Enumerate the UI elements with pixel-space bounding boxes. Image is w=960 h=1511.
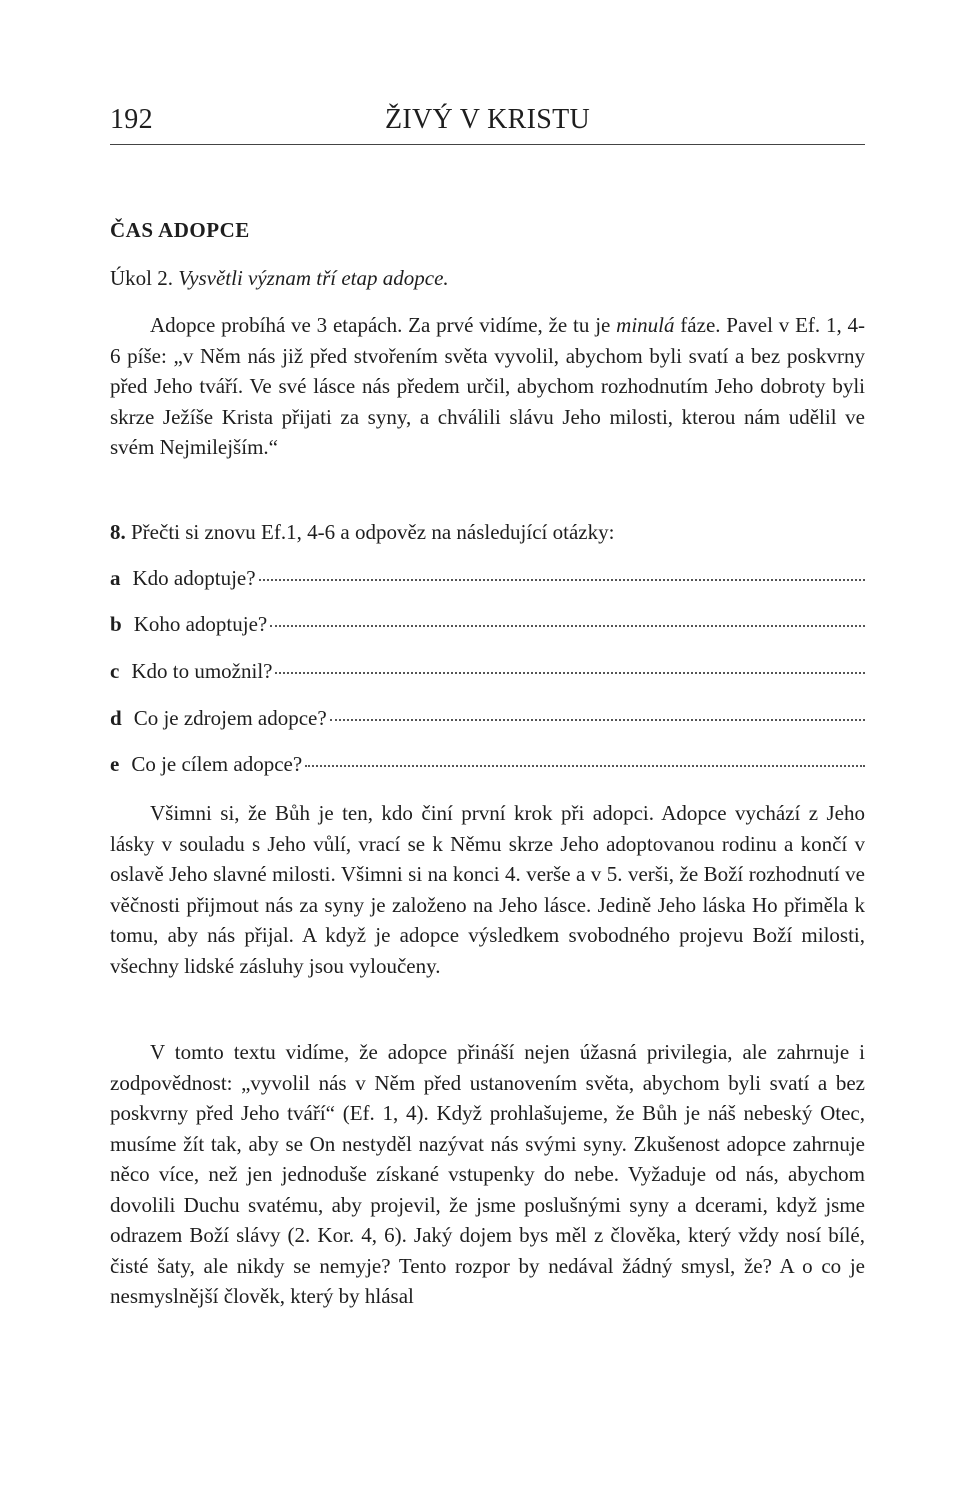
- question-text: Co je cílem adopce?: [131, 752, 303, 776]
- paragraph-responsibility: V tomto textu vidíme, že adopce přináší nejen úžasná privilegia, ale zahrnuje i zodpovědnost: „vyvolil nás v Něm před ustanovením světa, abychom byli svatí a bez poskvrny před Jeho tváří“ (Ef. 1, 4). Když prohlašujeme, že Bůh je náš nebeský Otec, musíme žít tak, aby se On nestyděl nazývat nás svými syny. Zkušenost adopce zahrnuje něco více, než jen jednoduše získané vstupenky do nebe. Vyžaduje od nás, abychom dovolili Duchu svatému, aby projevil, že jsme poslušnými syny a dcerami, když jsme odrazem Boží slávy (2. Kor. 4, 6). Jaký dojem bys měl z člověka, který vždy nosí bílé, čisté šaty, ale nikdy se nemyje? Tento rozpor by nedával žádný smysl, že? A o co je nesmyslnější člověk, který by hlásal: [110, 1040, 865, 1308]
- answer-line: [259, 579, 865, 581]
- question-item: [110, 659, 865, 684]
- question-item: [110, 752, 865, 777]
- running-header: [110, 98, 865, 145]
- answer-line: [275, 672, 865, 674]
- question-intro: Přečti si znovu Ef.1, 4-6 a odpověz na následující otázky:: [131, 520, 615, 544]
- question-text: Koho adoptuje?: [133, 612, 268, 636]
- question-number: 8.: [110, 520, 126, 544]
- answer-line: [305, 765, 865, 767]
- question-text: Co je zdrojem adopce?: [133, 706, 327, 730]
- answer-line: [270, 625, 865, 627]
- paragraph-stages-before: Adopce probíhá ve 3 etapách. Za prvé vidíme, že tu je: [150, 313, 617, 337]
- question-letter: c: [110, 659, 120, 683]
- answer-line: [330, 719, 865, 721]
- question-letter: a: [110, 566, 121, 590]
- page-number: 192: [110, 104, 153, 135]
- question-letter: d: [110, 706, 122, 730]
- question-text: Kdo adoptuje?: [132, 566, 256, 590]
- task-line: [110, 266, 449, 291]
- question-letter: e: [110, 752, 120, 776]
- paragraph-stages-italic: minulá: [616, 313, 675, 337]
- question-item: [110, 612, 865, 637]
- question-text: Kdo to umožnil?: [131, 659, 273, 683]
- question-letter: b: [110, 612, 122, 636]
- question-heading: [110, 520, 614, 545]
- task-text: Vysvětli význam tří etap adopce.: [178, 266, 449, 290]
- question-item: [110, 706, 865, 731]
- section-title: ČAS ADOPCE: [110, 218, 250, 242]
- paragraph-stages: [110, 310, 865, 463]
- paragraph-first-step: Všimni si, že Bůh je ten, kdo činí první krok při adopci. Adopce vychází z Jeho lásky v souladu s Jeho vůlí, vrací se k Němu skrze Jeho adoptovanou rodinu a končí v oslavě Jeho slavné milosti. Všimni si na konci 4. verše a v 5. verši, že Boží rozhodnutí ve věčnosti přijmout nás za syny je založeno na Jeho lásce. Jedině Jeho láska Ho přiměla k tomu, aby nás přijal. A když je adopce výsledkem svobodného projevu Boží milosti, všechny lidské zásluhy jsou vyloučeny.: [110, 801, 865, 978]
- book-title: ŽIVÝ V KRISTU: [384, 104, 591, 135]
- paragraph-stages-after: fáze. Pavel v Ef. 1, 4-6 píše: „v Něm nás již před stvořením světa vyvolil, abychom byli svatí a bez poskvrny před Jeho tváří. Ve své lásce nás předem určil, abychom rozhodnutím Jeho dobroty byli skrze Ježíše Krista přijati za syny, a chválili slávu Jeho milosti, kterou nám udělil ve svém Nejmilejším.“: [110, 313, 865, 459]
- question-item: [110, 566, 865, 591]
- task-label: Úkol 2.: [110, 266, 173, 290]
